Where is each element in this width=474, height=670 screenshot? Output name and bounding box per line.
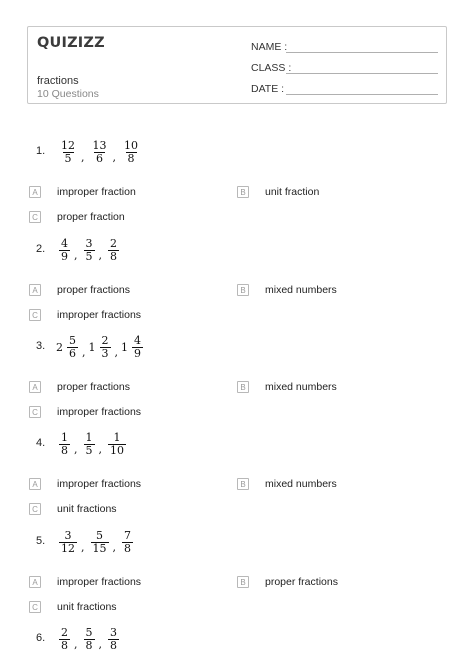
answer-option-c[interactable] (29, 211, 125, 223)
numerator: 2 (110, 237, 117, 250)
answer-option-c[interactable] (29, 406, 141, 418)
class-field[interactable] (251, 62, 291, 74)
numerator: 12 (61, 139, 75, 152)
option-letter-box: A (29, 478, 41, 490)
denominator: 8 (85, 639, 93, 652)
numerator: 5 (69, 334, 76, 347)
numerator: 5 (96, 529, 103, 542)
denominator: 10 (110, 444, 124, 457)
denominator: 6 (69, 347, 76, 360)
comma-separator: , (74, 249, 78, 262)
option-letter-box: C (29, 406, 41, 418)
whole-number: 1 (88, 341, 96, 354)
comma-separator: , (74, 443, 78, 456)
option-text: mixed numbers (265, 284, 337, 296)
question-expression (56, 238, 122, 263)
fraction (59, 140, 77, 165)
fraction (84, 432, 95, 457)
option-letter-box: B (237, 284, 249, 296)
numerator: 3 (85, 237, 93, 250)
fraction (122, 530, 133, 555)
numerator: 5 (85, 626, 93, 639)
fraction (108, 627, 119, 652)
numerator: 2 (61, 626, 68, 639)
answer-option-b[interactable] (237, 381, 337, 393)
option-text: mixed numbers (265, 478, 337, 490)
numerator: 4 (61, 237, 68, 250)
date-line[interactable] (286, 94, 438, 95)
option-text: unit fractions (57, 601, 117, 613)
option-letter-box: C (29, 503, 41, 515)
option-letter-box: B (237, 576, 249, 588)
fraction (132, 335, 143, 360)
fraction (59, 238, 70, 263)
option-text: proper fraction (57, 211, 125, 223)
name-field[interactable] (251, 41, 287, 53)
fraction (59, 432, 70, 457)
fraction (122, 140, 140, 165)
question-number: 1. (36, 145, 46, 157)
answer-option-b[interactable] (237, 478, 337, 490)
denominator: 8 (124, 542, 131, 555)
denominator: 8 (110, 250, 117, 263)
option-letter-box: B (237, 381, 249, 393)
numerator: 7 (124, 529, 131, 542)
option-text: unit fraction (265, 186, 320, 198)
question-expression (56, 530, 136, 555)
option-text: improper fractions (57, 406, 142, 418)
answer-option-c[interactable] (29, 309, 141, 321)
numerator: 1 (61, 431, 68, 444)
name-label: NAME : (251, 41, 288, 53)
comma-separator: , (98, 443, 102, 456)
denominator: 3 (101, 347, 109, 360)
denominator: 8 (127, 152, 135, 165)
denominator: 9 (61, 250, 68, 263)
option-text: improper fractions (57, 309, 142, 321)
denominator: 12 (61, 542, 75, 555)
fraction (100, 335, 111, 360)
answer-option-a[interactable] (29, 381, 130, 393)
worksheet-header (27, 26, 447, 104)
date-field[interactable] (251, 83, 284, 95)
fraction (91, 140, 109, 165)
quizizz-logo: QUIZIZZ (37, 35, 105, 51)
option-text: proper fractions (265, 576, 338, 588)
question-number: 6. (36, 632, 46, 644)
numerator: 13 (92, 139, 107, 152)
option-text: unit fractions (57, 503, 117, 515)
denominator: 8 (61, 639, 68, 652)
whole-number: 2 (56, 341, 63, 354)
question-number: 5. (36, 535, 46, 547)
option-letter-box: B (237, 478, 249, 490)
fraction (108, 432, 126, 457)
comma-separator: , (74, 638, 78, 651)
option-letter-box: A (29, 381, 41, 393)
numerator: 10 (124, 139, 138, 152)
option-letter-box: A (29, 186, 41, 198)
denominator: 6 (96, 152, 103, 165)
option-text: improper fractions (57, 478, 142, 490)
option-letter-box: C (29, 211, 41, 223)
denominator: 5 (64, 152, 72, 165)
answer-option-b[interactable] (237, 284, 337, 296)
answer-option-b[interactable] (237, 186, 319, 198)
question-count: 10 Questions (37, 88, 99, 100)
answer-option-a[interactable] (29, 576, 141, 588)
option-letter-box: B (237, 186, 249, 198)
denominator: 5 (85, 444, 93, 457)
option-letter-box: A (29, 576, 41, 588)
date-label: DATE : (251, 83, 285, 95)
denominator: 8 (61, 444, 68, 457)
option-text: improper fractions (57, 576, 142, 588)
fraction (67, 335, 78, 360)
question-expression (56, 140, 143, 165)
comma-separator: , (98, 249, 102, 262)
numerator: 3 (110, 626, 117, 639)
numerator: 1 (113, 431, 121, 444)
question-number: 2. (36, 243, 46, 255)
class-line[interactable] (286, 73, 438, 74)
option-text: proper fractions (57, 284, 130, 296)
denominator: 9 (134, 347, 141, 360)
numerator: 4 (134, 334, 141, 347)
comma-separator: , (81, 541, 85, 554)
question-expression (56, 335, 146, 360)
denominator: 5 (85, 250, 93, 263)
question-number: 4. (36, 437, 46, 449)
fraction (91, 530, 109, 555)
numerator: 3 (64, 529, 72, 542)
comma-separator: , (82, 346, 86, 359)
option-text: mixed numbers (265, 381, 337, 393)
class-label: CLASS : (251, 62, 292, 74)
comma-separator: , (112, 541, 116, 554)
denominator: 8 (110, 639, 117, 652)
answer-option-a[interactable] (29, 478, 141, 490)
fraction (59, 627, 70, 652)
name-line[interactable] (286, 52, 438, 53)
fraction (108, 238, 119, 263)
denominator: 15 (92, 542, 107, 555)
numerator: 1 (85, 431, 93, 444)
question-expression (56, 432, 129, 457)
answer-option-c[interactable] (29, 503, 117, 515)
answer-option-a[interactable] (29, 186, 136, 198)
option-text: proper fractions (57, 381, 130, 393)
comma-separator: , (98, 638, 102, 651)
answer-option-a[interactable] (29, 284, 130, 296)
fraction (59, 530, 77, 555)
worksheet-title: fractions (37, 75, 79, 87)
option-letter-box: A (29, 284, 41, 296)
question-expression (56, 627, 122, 652)
question-number: 3. (36, 340, 46, 352)
numerator: 2 (101, 334, 109, 347)
comma-separator: , (114, 346, 118, 359)
fraction (84, 238, 95, 263)
option-text: improper fraction (57, 186, 136, 198)
fraction (84, 627, 95, 652)
option-letter-box: C (29, 601, 41, 613)
comma-separator: , (81, 151, 85, 164)
option-letter-box: C (29, 309, 41, 321)
answer-option-c[interactable] (29, 601, 117, 613)
whole-number: 1 (121, 341, 128, 354)
answer-option-b[interactable] (237, 576, 338, 588)
comma-separator: , (112, 151, 116, 164)
